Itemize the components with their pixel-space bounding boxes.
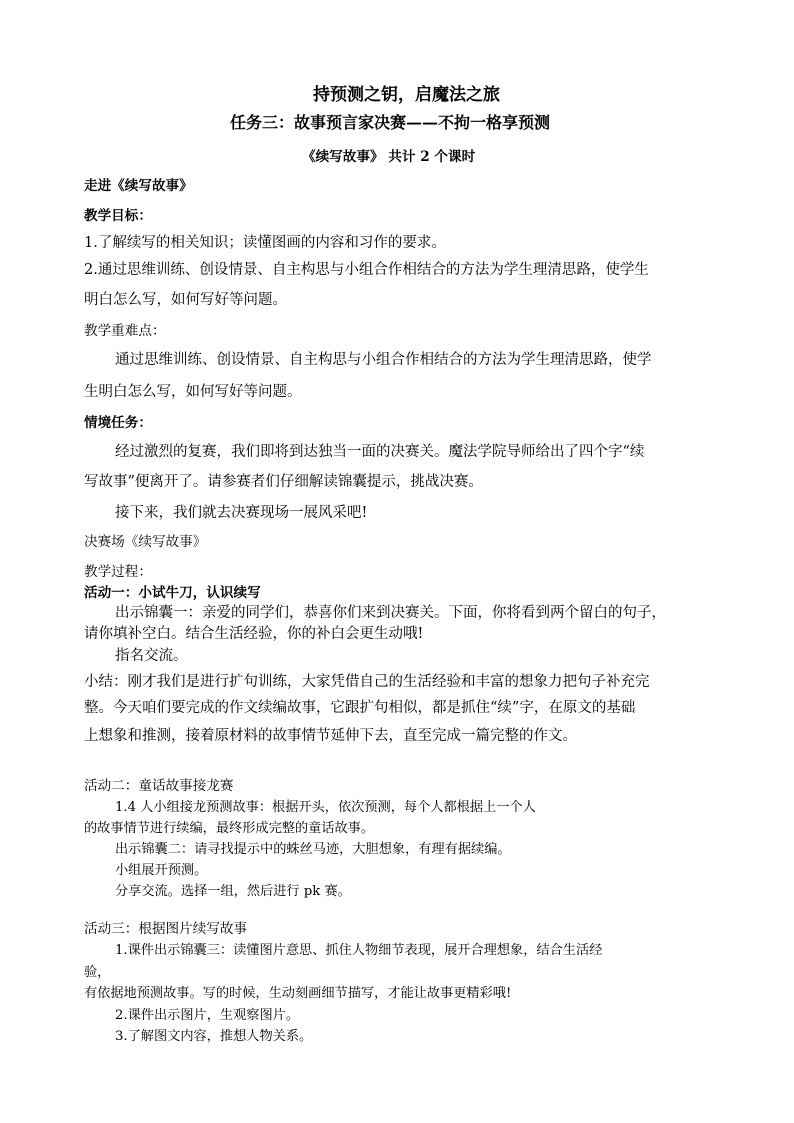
key-points-line-2: 生明白怎么写，如何写好等问题。 (84, 384, 302, 400)
document-title: 持预测之钥，启魔法之旅 (313, 85, 500, 105)
activity-3-line-1: 1.课件出示锦囊三：读懂图片意思、抓住人物细节表现，展开合理想象，结合生活经 (115, 943, 603, 958)
intro-heading: 走进《续写故事》 (84, 178, 193, 194)
goals-heading: 教学目标： (84, 208, 152, 224)
activity-2-line-4: 小组展开预测。 (115, 863, 208, 878)
activity-1-heading: 活动一：小试牛刀，认识续写 (84, 585, 261, 601)
goal-1: 1.了解续写的相关知识；读懂图画的内容和习作的要求。 (84, 235, 446, 251)
activity-3-line-5: 3.了解图文内容，推想人物关系。 (115, 1029, 313, 1044)
task-line-3: 接下来，我们就去决赛现场一展风采吧! (115, 505, 368, 521)
activity-3-line-2: 验， (84, 965, 111, 980)
summary-line-2: 整。今天咱们要完成的作文续编故事，它跟扩句相似，都是抓住“续”字，在原文的基础 (84, 700, 636, 716)
venue-line: 决赛场《续写故事》 (84, 534, 207, 550)
activity-2-line-1: 1.4 人小组接龙预测故事：根据开头，依次预测，每个人都根据上一个人 (115, 800, 536, 815)
activity-1-line-1: 出示锦囊一：亲爱的同学们，恭喜你们来到决赛关。下面，你将看到两个留白的句子， (115, 605, 666, 621)
activity-3-heading: 活动三：根据图片续写故事 (84, 921, 248, 937)
activity-2-line-3: 出示锦囊二：请寻找提示中的蛛丝马迹，大胆想象，有理有据续编。 (115, 842, 511, 857)
summary-line-1: 小结：刚才我们是进行扩句训练，大家凭借自己的生活经验和丰富的想象力把句子补充完 (84, 674, 650, 690)
key-points-line-1: 通过思维训练、创设情景、自主构思与小组合作相结合的方法为学生理清思路，使学 (115, 352, 652, 368)
document-subtitle: 任务三：故事预言家决赛——不拘一格享预测 (230, 113, 551, 132)
activity-2-line-2: 的故事情节进行续编，最终形成完整的童话故事。 (84, 821, 375, 836)
activity-2-heading: 活动二：童话故事接龙赛 (84, 778, 234, 794)
process-heading: 教学过程： (84, 564, 152, 580)
goal-2-line-1: 2.通过思维训练、创设情景、自主构思与小组合作相结合的方法为学生理清思路，使学生 (84, 262, 649, 278)
task-line-1: 经过激烈的复赛，我们即将到达独当一面的决赛关。魔法学院导师给出了四个字“续 (115, 444, 645, 460)
activity-1-line-2: 请你填补空白。结合生活经验，你的补白会更生动哦! (84, 626, 424, 642)
lesson-meta: 《续写故事》 共计 2 个课时 (302, 149, 476, 165)
activity-3-line-3: 有依据地预测故事。写的时候，生动刻画细节描写，才能让故事更精彩哦! (84, 986, 512, 1001)
summary-line-3: 上想象和推测，接着原材料的故事情节延伸下去，直至完成一篇完整的作文。 (84, 728, 577, 744)
activity-2-line-5: 分享交流。选择一组，然后进行 pk 赛。 (115, 884, 351, 899)
task-heading: 情境任务： (84, 415, 152, 431)
activity-1-line-3: 指名交流。 (115, 648, 188, 664)
goal-2-line-2: 明白怎么写，如何写好等问题。 (84, 292, 287, 308)
task-line-2: 写故事”便离开了。请参赛者们仔细解读锦囊提示，挑战决赛。 (84, 474, 483, 490)
key-points-heading: 教学重难点： (84, 323, 166, 339)
activity-3-line-4: 2.课件出示图片，生观察图片。 (115, 1008, 300, 1023)
